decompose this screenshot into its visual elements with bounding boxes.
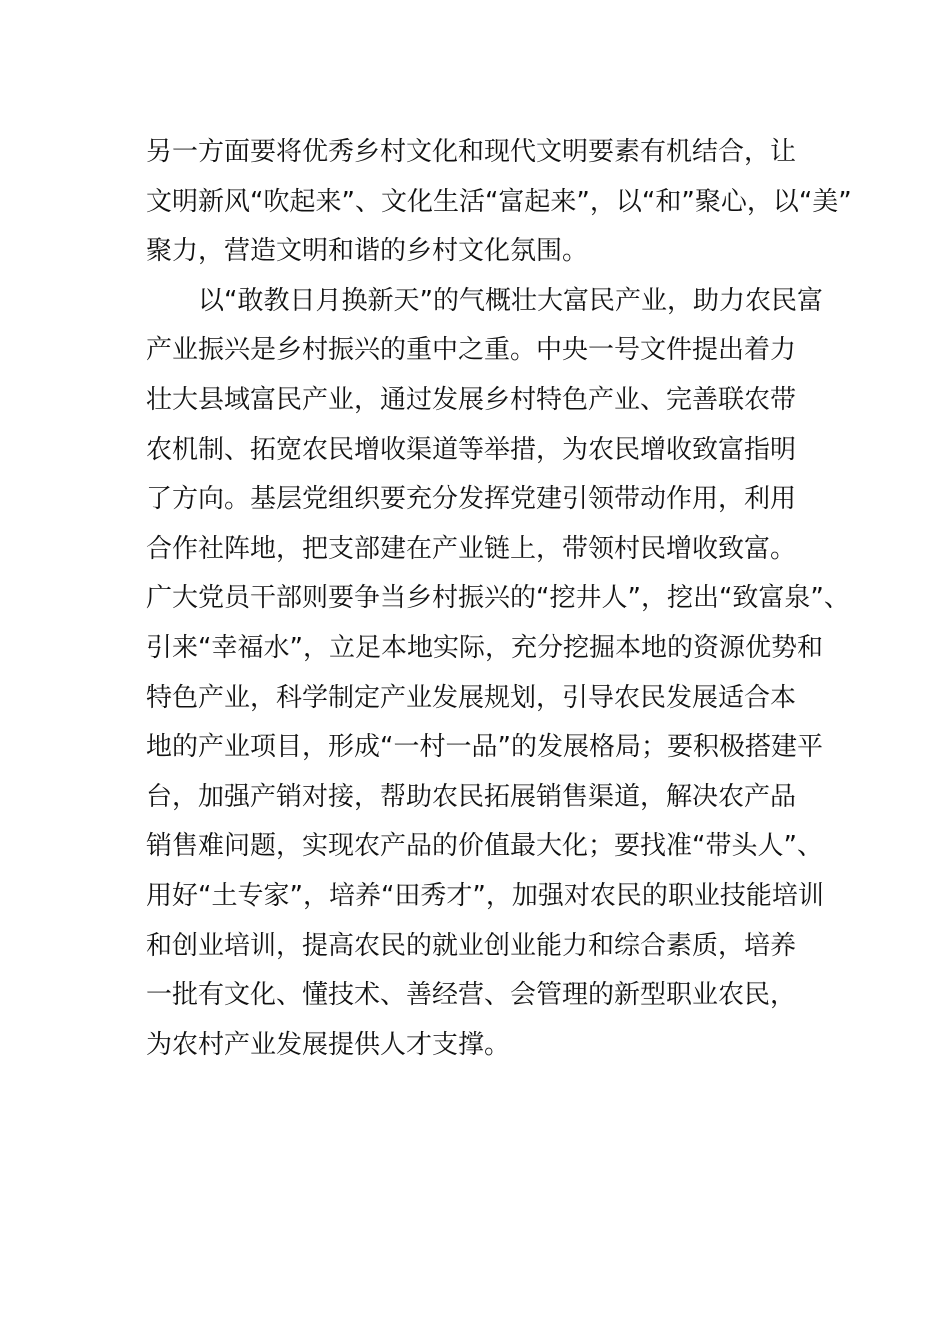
text-line: 合作社阵地，把支部建在产业链上，带领村民增收致富。 <box>146 533 797 564</box>
text-line: 为农村产业发展提供人才支撑。 <box>146 1029 511 1060</box>
text-line: 了方向。基层党组织要充分发挥党建引领带动作用，利用 <box>146 484 797 515</box>
text-line: 特色产业，科学制定产业发展规划，引导农民发展适合本 <box>146 682 797 713</box>
text-line: 和创业培训，提高农民的就业创业能力和综合素质，培养 <box>146 930 797 961</box>
text-line: 销售难问题，实现农产品的价值最大化；要找准“带头人”、 <box>146 831 823 862</box>
text-line: 用好“土专家”，培养“田秀才”，加强对农民的职业技能培训 <box>146 880 824 911</box>
text-line: 聚力，营造文明和谐的乡村文化氛围。 <box>146 236 589 267</box>
text-line: 台，加强产销对接，帮助农民拓展销售渠道，解决农产品 <box>146 781 797 812</box>
text-line: 广大党员干部则要争当乡村振兴的“挖井人”，挖出“致富泉”、 <box>146 583 850 614</box>
text-line: 产业振兴是乡村振兴的重中之重。中央一号文件提出着力 <box>146 335 797 366</box>
text-line: 一批有文化、懂技术、善经营、会管理的新型职业农民， <box>146 980 797 1011</box>
text-line: 地的产业项目，形成“一村一品”的发展格局；要积极搭建平 <box>146 732 823 763</box>
paragraph-start-line: 以“敢教日月换新天”的气概壮大富民产业，助力农民富 <box>146 285 823 316</box>
text-line: 引来“幸福水”，立足本地实际，充分挖掘本地的资源优势和 <box>146 632 823 663</box>
text-line: 另一方面要将优秀乡村文化和现代文明要素有机结合，让 <box>146 137 797 167</box>
body-text <box>146 128 852 1070</box>
text-line: 壮大县域富民产业，通过发展乡村特色产业、完善联农带 <box>146 384 797 415</box>
text-line: 农机制、拓宽农民增收渠道等举措，为农民增收致富指明 <box>146 434 797 465</box>
text-line: 文明新风“吹起来”、文化生活“富起来”，以“和”聚心，以“美” <box>146 186 852 217</box>
